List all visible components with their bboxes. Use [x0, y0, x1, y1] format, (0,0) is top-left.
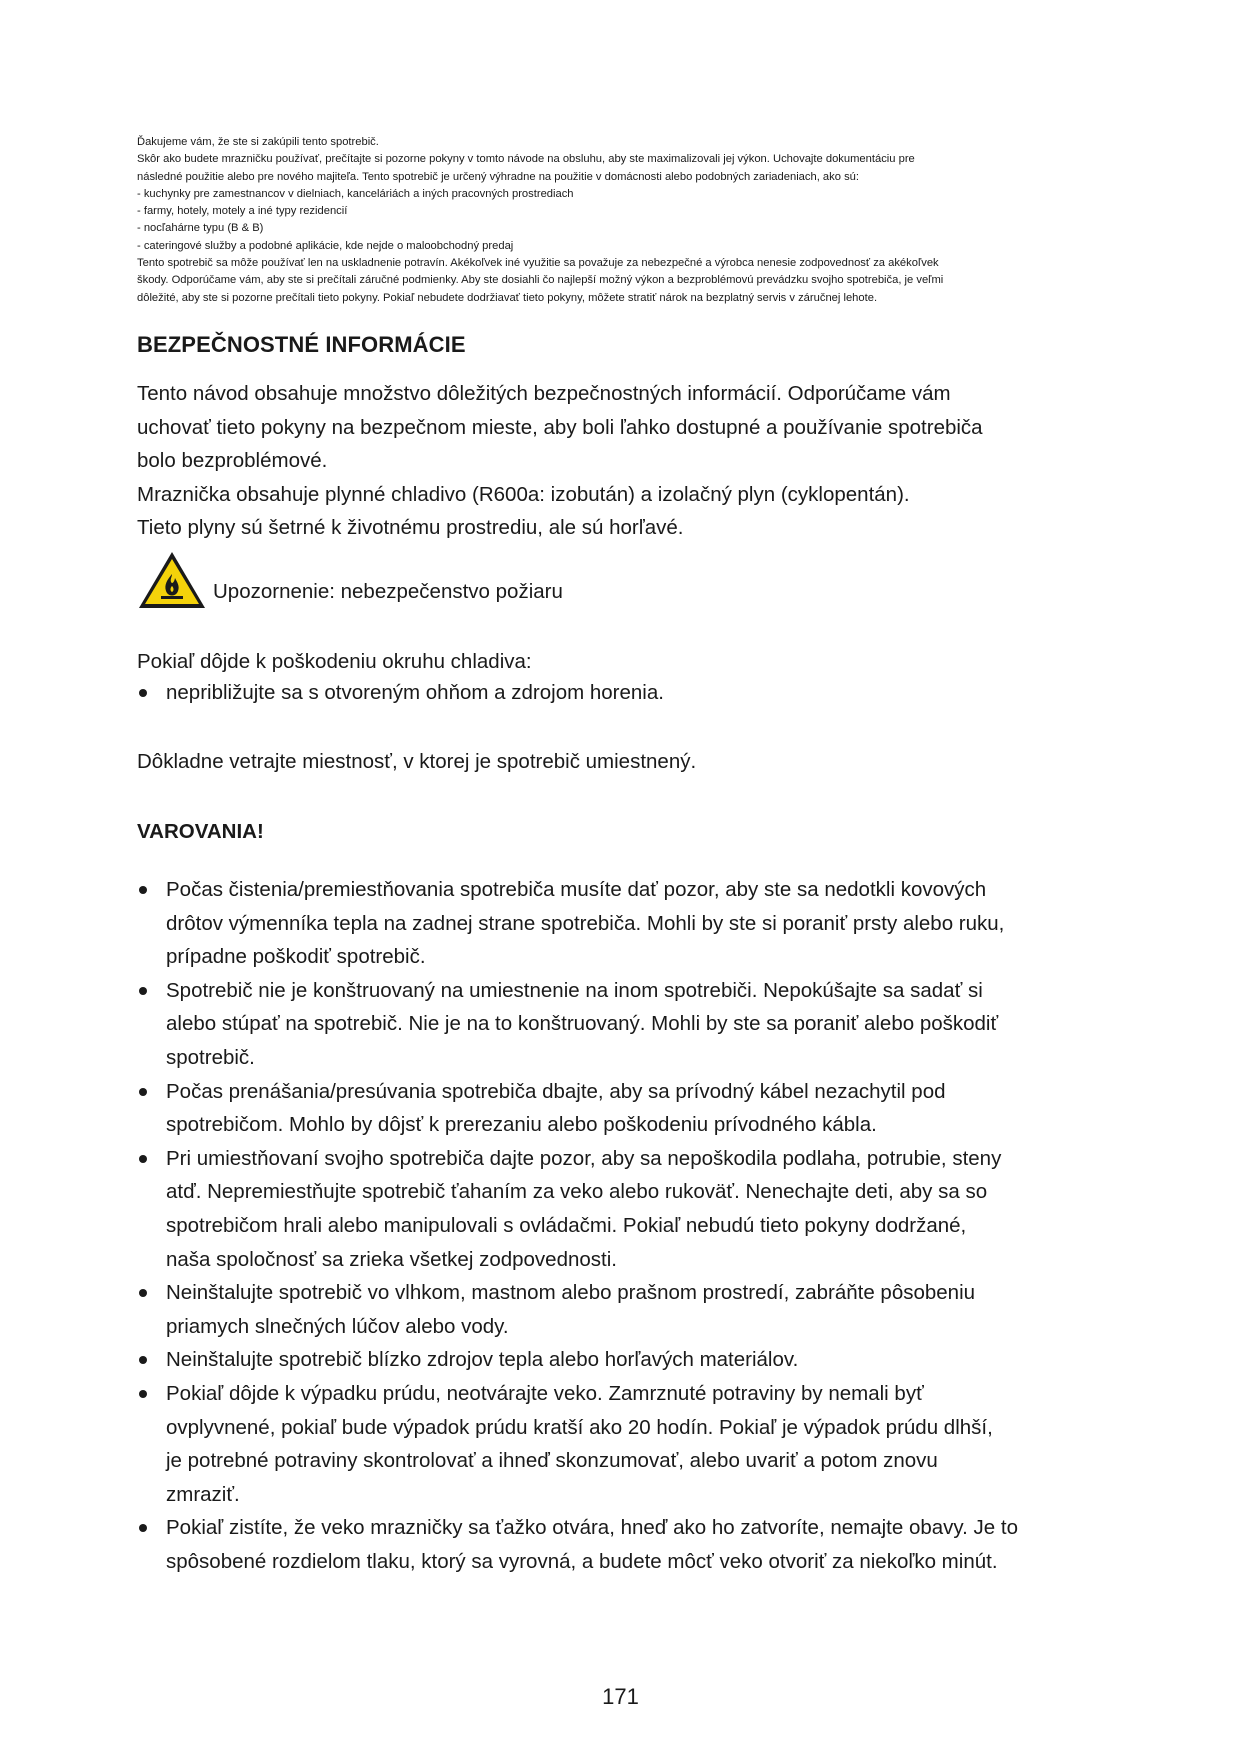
bullet-icon	[139, 1356, 147, 1364]
intro-line: škody. Odporúčame vám, aby ste si prečítali záručné podmienky. Aby ste dosiahli čo najlepší možný výkon a bezproblémovú prevádzku svojho spotrebiča, je veľmi	[137, 274, 944, 287]
list-item-line: Pokiaľ dôjde k výpadku prúdu, neotvárajte veko. Zamrznuté potraviny by nemali byť	[166, 1381, 924, 1405]
damage-intro: Pokiaľ dôjde k poškodeniu okruhu chladiva:	[137, 650, 532, 673]
list-item-line: Neinštalujte spotrebič blízko zdrojov tepla alebo horľavých materiálov.	[166, 1348, 799, 1372]
list-item-line: Neinštalujte spotrebič vo vlhkom, mastnom alebo prašnom prostredí, zabráňte pôsobeniu	[166, 1281, 976, 1305]
bullet-icon	[139, 886, 147, 894]
list-item-line: spotrebičom. Mohlo by dôjsť k prerezaniu alebo poškodeniu prívodného kábla.	[166, 1113, 877, 1137]
list-item	[137, 1377, 1117, 1511]
list-item-line: priamych slnečných lúčov alebo vody.	[166, 1314, 509, 1338]
list-item	[137, 873, 1117, 974]
warnings-list	[137, 873, 1117, 1578]
ventilate-text: Dôkladne vetrajte miestnosť, v ktorej je spotrebič umiestnený.	[137, 750, 697, 773]
bullet-icon	[139, 1289, 147, 1297]
list-item-line: je potrebné potraviny skontrolovať a ihneď skonzumovať, alebo uvariť a potom znovu	[166, 1449, 938, 1473]
fire-warning	[137, 550, 837, 610]
list-item	[137, 974, 1117, 1075]
list-item-line: zmraziť.	[166, 1482, 240, 1506]
page-number: 171	[602, 1684, 639, 1709]
list-item-line: spotrebič.	[166, 1045, 255, 1069]
intro-text	[137, 134, 1097, 307]
list-item-line: atď. Nepremiestňujte spotrebič ťahaním za veko alebo rukoväť. Nenechajte deti, aby sa so	[166, 1180, 988, 1204]
intro-line: - farmy, hotely, motely a iné typy rezidencií	[137, 205, 348, 218]
fire-warning-text: Upozornenie: nebezpečenstvo požiaru	[213, 580, 563, 603]
list-item-line: naša spoločnosť sa zrieka všetkej zodpovednosti.	[166, 1247, 617, 1271]
intro-line: dôležité, aby ste si pozorne prečítali tieto pokyny. Pokiaľ nebudete dodržiavať tieto pokyny, môžete stratiť nárok na bezplatný servis v záručnej lehote.	[137, 291, 878, 304]
list-item-line: spotrebičom hrali alebo manipulovali s ovládačmi. Pokiaľ nebudú tieto pokyny dodržané,	[166, 1213, 967, 1237]
list-item	[137, 1142, 1117, 1276]
list-item-text: nepribližujte sa s otvoreným ohňom a zdrojom horenia.	[166, 681, 664, 704]
intro-line: - kuchynky pre zamestnancov v dielniach, kanceláriách a iných pracovných prostrediach	[137, 187, 574, 200]
safety-line: Mraznička obsahuje plynné chladivo (R600a: izobután) a izolačný plyn (cyklopentán).	[137, 482, 910, 506]
list-item-line: Pri umiestňovaní svojho spotrebiča dajte pozor, aby sa nepoškodila podlaha, potrubie, steny	[166, 1146, 1002, 1170]
list-item-line: Počas prenášania/presúvania spotrebiča dbajte, aby sa prívodný kábel nezachytil pod	[166, 1079, 946, 1103]
bullet-icon	[139, 987, 147, 995]
list-item	[137, 1343, 1117, 1377]
safety-paragraph	[137, 377, 1117, 545]
bullet-icon	[139, 1390, 147, 1398]
list-item-line: Pokiaľ zistíte, že veko mrazničky sa ťažko otvára, hneď ako ho zatvoríte, nemajte obavy. Je to	[166, 1516, 1018, 1540]
list-item	[137, 676, 1117, 710]
intro-line: Tento spotrebič sa môže používať len na uskladnenie potravín. Akékoľvek iné využitie sa považuje za nebezpečné a výrobca nenesie zodpovednosť za akékoľvek	[137, 257, 939, 270]
list-item-line: spôsobené rozdielom tlaku, ktorý sa vyrovná, a budete môcť veko otvoriť za niekoľko minút.	[166, 1549, 998, 1573]
list-item-line: drôtov výmenníka tepla na zadnej strane spotrebiča. Mohli by ste si poraniť prsty alebo ruku,	[166, 911, 1005, 935]
bullet-icon	[139, 689, 147, 697]
list-item-line: Počas čistenia/premiestňovania spotrebiča musíte dať pozor, aby ste sa nedotkli kovových	[166, 878, 987, 901]
list-item-line: prípadne poškodiť spotrebič.	[166, 945, 426, 969]
list-item	[137, 1276, 1117, 1343]
list-item	[137, 1511, 1117, 1578]
bullet-icon	[139, 1155, 147, 1163]
list-item-line: alebo stúpať na spotrebič. Nie je na to konštruovaný. Mohli by ste sa poraniť alebo poškodiť	[166, 1012, 999, 1036]
damage-bullet-list	[137, 676, 1117, 710]
safety-line: Tento návod obsahuje množstvo dôležitých bezpečnostných informácií. Odporúčame vám	[137, 382, 951, 405]
warnings-heading: VAROVANIA!	[137, 820, 264, 843]
safety-line: Tieto plyny sú šetrné k životnému prostrediu, ale sú horľavé.	[137, 516, 684, 540]
intro-line: následné použitie alebo pre nového majiteľa. Tento spotrebič je určený výhradne na použitie v domácnosti alebo podobných zariadeniach, ako sú:	[137, 170, 860, 183]
bullet-icon	[139, 1088, 147, 1096]
intro-line: - cateringové služby a podobné aplikácie, kde nejde o maloobchodný predaj	[137, 239, 514, 252]
intro-line: Skôr ako budete mrazničku používať, prečítajte si pozorne pokyny v tomto návode na obsluhu, aby ste maximalizovali jej výkon. Uchovajte dokumentáciu pre	[137, 153, 915, 166]
safety-heading: BEZPEČNOSTNÉ INFORMÁCIE	[137, 332, 466, 357]
intro-line: - nocľahárne typu (B & B)	[137, 222, 264, 235]
safety-line: uchovať tieto pokyny na bezpečnom mieste, aby boli ľahko dostupné a používanie spotrebiča	[137, 415, 983, 439]
bullet-icon	[139, 1524, 147, 1532]
list-item-line: ovplyvnené, pokiaľ bude výpadok prúdu kratší ako 20 hodín. Pokiaľ je výpadok prúdu dlhší,	[166, 1415, 993, 1439]
list-item	[137, 1075, 1117, 1142]
list-item-line: Spotrebič nie je konštruovaný na umiestnenie na inom spotrebiči. Nepokúšajte sa sadať si	[166, 978, 983, 1002]
safety-line: bolo bezproblémové.	[137, 449, 328, 473]
intro-line: Ďakujeme vám, že ste si zakúpili tento spotrebič.	[137, 136, 379, 148]
fire-hazard-warning-icon	[137, 550, 207, 610]
